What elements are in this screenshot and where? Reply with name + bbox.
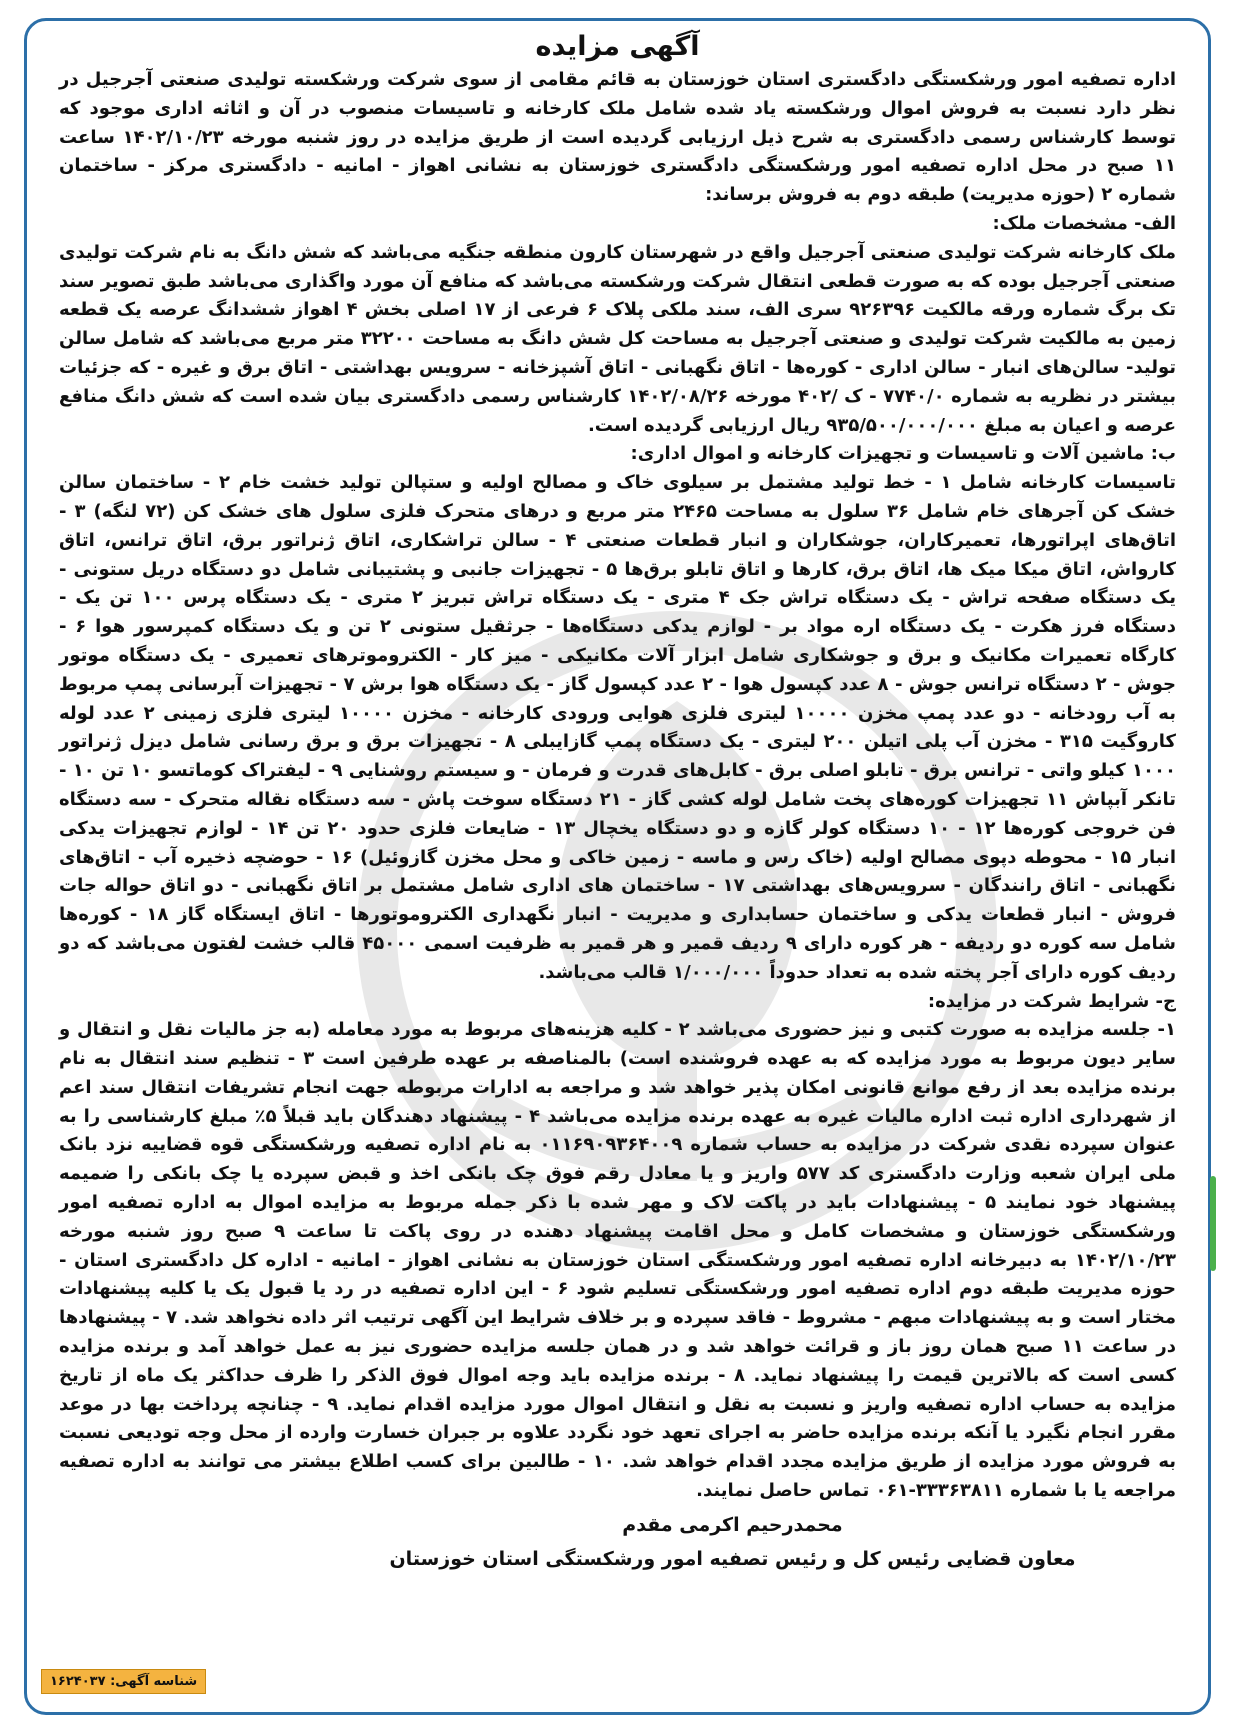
section-a-heading: الف- مشخصات ملک: [992,212,1176,234]
notice-body [59,29,1176,1702]
section-b-heading: ب: ماشین آلات و تاسیسات و تجهیزات کارخانه و اموال اداری: [630,443,1176,465]
signer-title: معاون قضایی رئیس کل و رئیس تصفیه امور ورشکستگی استان خوزستان [389,1547,1076,1570]
section-c-heading: ج- شرایط شرکت در مزایده: [927,990,1176,1012]
signer-name: محمدرحیم اکرمی مقدم [622,1513,843,1536]
section-b-paragraph: تاسیسات کارخانه شامل ۱ - خط تولید مشتمل بر سیلوی خاک و مصالح اولیه و ستپالن تولید خشت خام ۲ - ساختمان سالن خشک کن آجرهای خام شامل ۳۶ سلول به مساحت ۲۴۶۵ متر مربع و درهای متحرک فلزی سلول های خشک کن (۷۲ لنگه) ۳ - اتاق‌های اپراتورها، تعمیرکاران، جوشکاران و انبار قطعات صنعتی ۴ - سالن تراشکاری، اتاق ژنراتور برق، اتاق ترانس، اتاق کارواش، اتاق میکا میک ها، اتاق برق، کارها و اتاق تابلو برق‌ها ۵ - تجهیزات جانبی و پشتیبانی شامل دو دستگاه دریل ستونی - یک دستگاه صفحه تراش - یک دستگاه تراش جک ۴ متری - یک دستگاه تراش تبریز ۲ متری - یک دستگاه پرس ۱۰۰ تن یک - دستگاه فرز هکرت - یک دستگاه اره مواد بر - لوازم یدکی دستگاه‌ها - جرثقیل ستونی ۲ تن و یک دستگاه کمپرسور هوا ۶ - کارگاه تعمیرات مکانیک و برق و جوشکاری شامل ابزار آلات مکانیکی - میز کار - الکتروموترهای تعمیری - یک دستگاه موتور جوش - ۲ دستگاه ترانس جوش - ۸ عدد کپسول هوا - ۲ عدد کپسول گاز - یک دستگاه هوا برش ۷ - تجهیزات آبرسانی پمپ مربوط به آب رودخانه - دو عدد پمپ مخزن ۱۰۰۰۰ لیتری فلزی هوایی ورودی کارخانه - مخزن ۱۰۰۰۰ لیتری فلزی زمینی ۲ عدد لوله کاروگیت ۳۱۵ - مخزن آب پلی اتیلن ۲۰۰ لیتری - یک دستگاه پمپ گازایبلی ۸ - تجهیزات برق و برق رسانی شامل دیزل ژنراتور ۱۰۰۰ کیلو واتی - ترانس برق - تابلو اصلی برق - کابل‌های قدرت و فرمان - و سیستم روشنایی ۹ - لیفتراک کوماتسو ۱۰ تن ۱۰ - تانکر آبپاش ۱۱ تجهیزات کوره‌های پخت شامل لوله کشی گاز - ۲۱ دستگاه سوخت پاش - سه دستگاه نقاله متحرک - سه دستگاه فن خروجی کوره‌ها ۱۲ - ۱۰ دستگاه کولر گازه و دو دستگاه یخچال ۱۳ - ضایعات فلزی حدود ۲۰ تن ۱۴ - لوازم تجهیزات یدکی انبار ۱۵ - محوطه دپوی مصالح اولیه (خاک رس و ماسه - زمین خاکی و محل مخزن گازوئیل) ۱۶ - حوضچه ذخیره آب - اتاق‌های نگهبانی - اتاق رانندگان - سرویس‌های بهداشتی ۱۷ - ساختمان های اداری شامل مشتمل بر اتاق نگهبانی - دو اتاق حواله جات فروش - انبار قطعات یدکی و ساختمان حسابداری و مدیریت - انبار نگهداری الکتروموتورها - اتاق ایستگاه گاز ۱۸ - کوره‌ها شامل سه کوره دو ردیفه - هر کوره دارای ۹ ردیف قمیر و هر قمیر به ظرفیت اسمی ۴۵۰۰۰ قالب خشت لفتون می‌باشد که دو ردیف کوره دارای آجر پخته شده به تعداد حدوداً ۱/۰۰۰/۰۰۰ قالب می‌باشد. [59,472,1177,983]
section-c-paragraph: ۱- جلسه مزایده به صورت کتبی و نیز حضوری می‌باشد ۲ - کلیه هزینه‌های مربوط به مورد معامله (به جز مالیات نقل و انتقال و سایر دیون مربوط به مورد مزایده که به عهده فروشنده است) بالمناصفه بر عهده طرفین است ۳ - تنظیم سند انتقال به نام برنده مزایده بعد از رفع موانع قانونی امکان پذیر خواهد شد و مراجعه به ادارات مربوطه جهت انجام تشریفات انتقال سند اعم از شهرداری اداره ثبت اداره مالیات غیره به عهده برنده مزایده می‌باشد ۴ - پیشنهاد دهندگان باید قبلاً ۵٪ مبلغ کارشناسی را به عنوان سپرده نقدی شرکت در مزایده به حساب شماره ۰۱۱۶۹۰۹۳۶۴۰۰۹ به نام اداره تصفیه ورشکستگی قوه قضاییه نزد بانک ملی ایران شعبه وزارت دادگستری کد ۵۷۷ واریز و یا معادل رقم فوق چک بانکی اخذ و قبض سپرده یا چک بانکی را ضمیمه پیشنهاد خود نمایند ۵ - پیشنهادات باید در پاکت لاک و مهر شده با ذکر جمله مربوط به مزایده اموال به اداره تصفیه امور ورشکستگی خوزستان و مشخصات کامل و محل اقامت پیشنهاد دهنده در روی پاکت تا ساعت ۹ صبح روز شنبه مورخه ۱۴۰۲/۱۰/۲۳ به دبیرخانه اداره تصفیه امور ورشکستگی استان خوزستان به نشانی اهواز - امانیه - اداره کل دادگستری استان - حوزه مدیریت طبقه دوم اداره تصفیه امور ورشکستگی تسلیم شود ۶ - این اداره تصفیه در رد یا قبول یک یا کلیه پیشنهادات مختار است و به پیشنهادات مبهم - مشروط - فاقد سپرده و بر خلاف شرایط این آگهی ترتیب اثر داده نخواهد شد. ۷ - پیشنهادها در ساعت ۱۱ صبح همان روز باز و قرائت خواهد شد و در همان جلسه مزایده حضوری نیز به عمل خواهد آمد و برنده مزایده کسی است که بالاترین قیمت را پیشنهاد نماید. ۸ - برنده مزایده باید وجه اموال فوق الذکر را ظرف حداکثر یک ماه از تاریخ مزایده به حساب اداره تصفیه واریز و نسبت به نقل و انتقال اموال مورد مزایده اقدام نماید. ۹ - چنانچه پرداخت بها در موعد مقرر انجام نگیرد یا آنکه برنده مزایده حاضر به اجرای تعهد خود نگردد علاوه بر جبران خسارت وارده از محل وجه تودیعی نسبت به فروش مورد مزایده از طریق مزایده مجدد اقدام خواهد شد. ۱۰ - طالبین برای کسب اطلاع بیشتر می توانند به اداره تصفیه مراجعه یا با شماره ۳۳۳۶۳۸۱۱-۰۶۱ تماس حاصل نمایند. [59,1019,1177,1502]
side-tab [1210,1176,1216,1271]
section-a-paragraph: ملک کارخانه شرکت تولیدی صنعتی آجرجیل واقع در شهرستان کارون منطقه جنگیه می‌باشد که شش دانگ به نام شرکت تولیدی صنعتی آجرجیل بوده که به صورت قطعی انتقال شرکت ورشکسته می‌باشد که منافع آن مورد واگذاری می‌باشد طبق تصویر سند تک برگ شماره ورقه مالکیت ۹۲۶۳۹۶ سری الف، سند ملکی پلاک ۶ فرعی از ۱۷ اصلی بخش ۴ اهواز ششدانگ عرصه یک قطعه زمین به مالکیت شرکت تولیدی و صنعتی آجرجیل به مساحت کل شش دانگ به مساحت ۳۲۲۰۰ متر مربع می‌باشد که شامل سالن تولید- سالن‌های انبار - سالن اداری - کوره‌ها - اتاق نگهبانی - اتاق آشپزخانه - سرویس بهداشتی - اتاق برق و غیره - که جزئیات بیشتر در نظریه به شماره ۷۷۴۰/۰ - ک /۴۰۲ مورخه ۱۴۰۲/۰۸/۲۶ کارشناس رسمی دادگستری بیان شده است که شش دانگ منافع عرصه و اعیان به مبلغ ۹۳۵/۵۰۰/۰۰۰/۰۰۰ ریال ارزیابی گردیده است. [59,241,1176,436]
ad-id-badge: شناسه آگهی: ۱۶۲۴۰۳۷ [41,1669,206,1694]
intro-paragraph: اداره تصفیه امور ورشکستگی دادگستری استان خوزستان به قائم مقامی از سوی شرکت ورشکسته تولیدی صنعتی آجرجیل در نظر دارد نسبت به فروش اموال ورشکسته یاد شده شامل ملک کارخانه و تاسیسات منصوب در آن و اثاثه اداری موجود که توسط کارشناس رسمی دادگستری به شرح ذیل ارزیابی گردیده است از طریق مزایده در روز شنبه مورخه ۱۴۰۲/۱۰/۲۳ ساعت ۱۱ صبح در محل اداره تصفیه امور ورشکستگی دادگستری خوزستان به نشانی اهواز - امانیه - دادگستری مرکز - ساختمان شماره ۲ (حوزه مدیریت) طبقه دوم به فروش برساند: [59,69,1176,206]
page-title: آگهی مزایده [535,31,700,62]
notice-frame [24,18,1211,1715]
